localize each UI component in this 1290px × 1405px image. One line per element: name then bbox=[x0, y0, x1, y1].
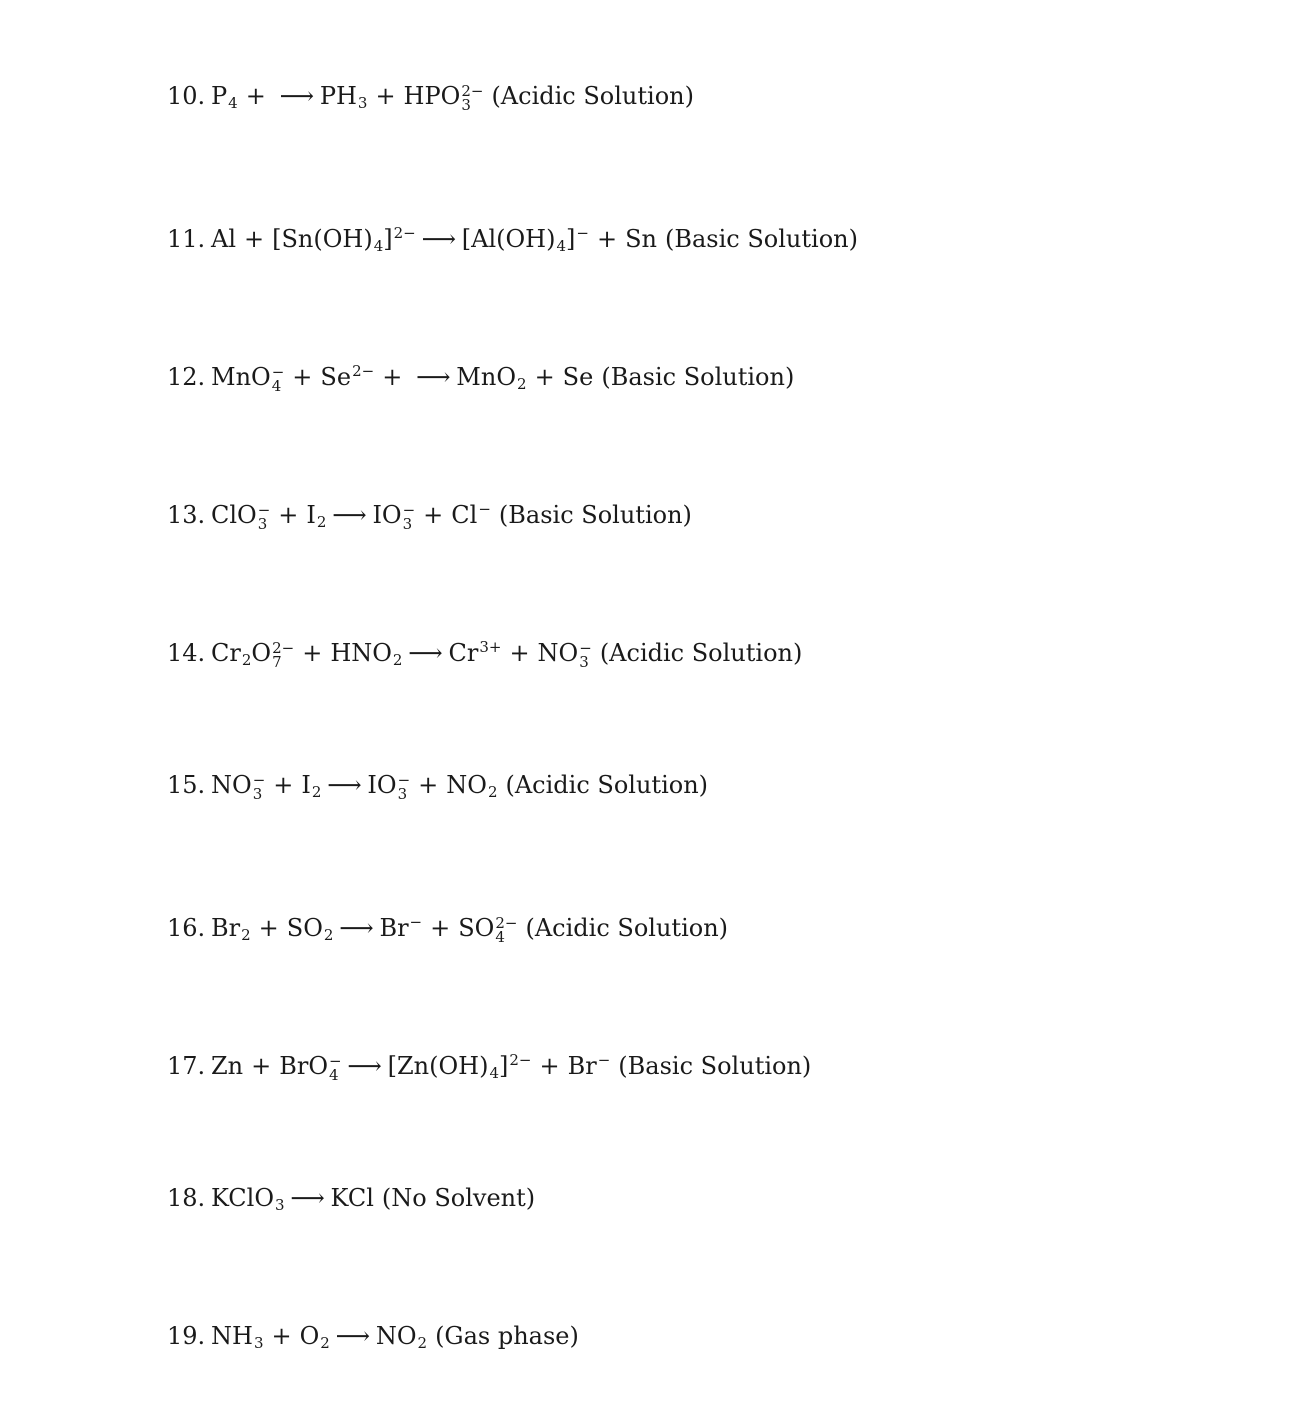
solution-condition: (Basic Solution) bbox=[498, 501, 692, 529]
problem-number: 11. bbox=[167, 225, 206, 253]
species-base: Se bbox=[320, 363, 352, 391]
subscript: 4 bbox=[495, 927, 505, 946]
reaction-arrow: ⟶ bbox=[327, 771, 362, 799]
sub-sup-stack bbox=[402, 500, 416, 533]
equation bbox=[211, 1322, 579, 1350]
species-base: HPO bbox=[403, 82, 461, 110]
species-base: NO bbox=[211, 771, 252, 799]
problem-17 bbox=[167, 1045, 811, 1088]
species-base: NO bbox=[375, 1322, 417, 1350]
problem-14 bbox=[167, 632, 802, 675]
superscript-charge: − bbox=[579, 638, 592, 657]
plus-sign: + bbox=[273, 771, 294, 799]
subscript: 7 bbox=[272, 652, 282, 671]
subscript: 3 bbox=[275, 1196, 285, 1214]
solution-condition: (Acidic Solution) bbox=[525, 914, 729, 942]
solution-condition: (Acidic Solution) bbox=[491, 82, 694, 110]
plus-sign: + bbox=[423, 501, 444, 529]
species-base: [Sn(OH) bbox=[272, 225, 373, 253]
chemical-species bbox=[320, 356, 374, 392]
sub-sup-stack bbox=[257, 500, 271, 533]
reaction-arrow: ⟶ bbox=[339, 914, 374, 942]
equation bbox=[211, 500, 692, 533]
species-base: Br bbox=[211, 914, 241, 942]
chemical-species bbox=[331, 1183, 374, 1213]
chemical-species bbox=[272, 218, 416, 261]
superscript-charge: − bbox=[271, 362, 285, 381]
chemical-species bbox=[388, 1045, 532, 1088]
sub-sup-stack bbox=[271, 362, 285, 395]
problem-19 bbox=[167, 1321, 579, 1358]
solution-condition: (Acidic Solution) bbox=[599, 639, 803, 667]
problem-number: 14. bbox=[167, 639, 206, 667]
subscript: 3 bbox=[461, 95, 471, 114]
solution-condition: (Gas phase) bbox=[435, 1322, 579, 1350]
subscript: 3 bbox=[357, 94, 368, 112]
chemical-species bbox=[279, 1051, 341, 1082]
species-base: P bbox=[211, 82, 228, 110]
chemical-species bbox=[301, 770, 321, 807]
superscript-charge: 3+ bbox=[479, 638, 502, 656]
species-base: NO bbox=[537, 639, 579, 667]
subscript: 2 bbox=[241, 926, 251, 944]
plus-sign: + bbox=[302, 639, 323, 667]
superscript-charge: 2− bbox=[352, 362, 375, 380]
plus-sign: + bbox=[509, 639, 530, 667]
problem-number: 13. bbox=[167, 501, 206, 529]
subscript: 2 bbox=[517, 375, 527, 393]
plus-sign: + bbox=[244, 225, 265, 253]
sub-sup-stack bbox=[579, 638, 592, 671]
superscript-charge: 2− bbox=[461, 81, 484, 100]
superscript-charge: − bbox=[257, 500, 271, 519]
plus-sign: + bbox=[375, 82, 396, 110]
reaction-arrow: ⟶ bbox=[408, 639, 443, 667]
chemical-species bbox=[451, 494, 491, 530]
species-tail: ] bbox=[383, 225, 393, 253]
sub-sup-stack bbox=[252, 770, 266, 803]
plus-sign: + bbox=[278, 501, 299, 529]
reaction-arrow: ⟶ bbox=[421, 225, 456, 253]
reaction-arrow: ⟶ bbox=[416, 363, 451, 391]
chemical-species bbox=[211, 913, 251, 950]
species-base: Al bbox=[211, 225, 237, 253]
equation bbox=[211, 770, 709, 803]
chemical-species bbox=[372, 500, 415, 531]
chemical-species bbox=[211, 638, 294, 675]
species-base: Zn bbox=[211, 1052, 244, 1080]
problem-number: 10. bbox=[167, 82, 206, 110]
species-base: BrO bbox=[279, 1052, 329, 1080]
species-base: KCl bbox=[330, 1184, 374, 1212]
species-tail: ] bbox=[566, 225, 576, 253]
plus-sign: + bbox=[539, 1052, 560, 1080]
species-tail: ] bbox=[499, 1052, 509, 1080]
species-base: IO bbox=[367, 771, 397, 799]
subscript: 2 bbox=[392, 651, 403, 669]
equation bbox=[211, 1184, 535, 1212]
species-base: ClO bbox=[211, 501, 257, 529]
species-base: MnO bbox=[211, 363, 271, 391]
superscript-charge: − bbox=[402, 500, 416, 519]
problem-16 bbox=[167, 907, 728, 950]
chemical-species bbox=[306, 500, 326, 537]
subscript: 2 bbox=[241, 651, 252, 669]
species-base: Cl bbox=[451, 501, 478, 529]
chemical-species bbox=[458, 913, 517, 944]
equation bbox=[211, 81, 694, 114]
problem-11 bbox=[167, 218, 858, 261]
subscript: 4 bbox=[228, 94, 238, 112]
chemical-species bbox=[211, 1321, 263, 1358]
reaction-arrow: ⟶ bbox=[332, 501, 367, 529]
chemical-species bbox=[211, 81, 238, 118]
problem-number: 19. bbox=[167, 1322, 206, 1350]
equation bbox=[211, 1051, 812, 1084]
species-base: Br bbox=[567, 1052, 597, 1080]
reaction-arrow: ⟶ bbox=[279, 82, 315, 110]
species-base: I bbox=[306, 501, 316, 529]
sub-sup-stack bbox=[329, 1051, 342, 1084]
plus-sign: + bbox=[271, 1322, 292, 1350]
solution-condition: (Basic Solution) bbox=[601, 363, 795, 391]
chemical-species bbox=[287, 913, 334, 950]
problem-number: 16. bbox=[167, 914, 206, 942]
subscript: 3 bbox=[252, 784, 263, 803]
subscript: 3 bbox=[579, 652, 589, 671]
superscript-charge: − bbox=[397, 770, 411, 789]
equation bbox=[211, 638, 803, 671]
chemical-species bbox=[300, 1321, 330, 1358]
chemical-species bbox=[211, 500, 270, 531]
chemical-species bbox=[448, 632, 501, 668]
species-base: [Al(OH) bbox=[461, 225, 556, 253]
species-tail: O bbox=[251, 639, 272, 667]
plus-sign: + bbox=[245, 82, 266, 110]
sub-sup-stack bbox=[272, 638, 295, 671]
superscript-charge: 2− bbox=[509, 1051, 532, 1069]
species-base: IO bbox=[372, 501, 402, 529]
superscript-charge: − bbox=[409, 913, 423, 931]
chemical-species bbox=[625, 224, 657, 254]
subscript: 2 bbox=[320, 1334, 330, 1352]
chemical-species bbox=[456, 362, 526, 399]
chemical-species bbox=[446, 770, 497, 807]
plus-sign: + bbox=[258, 914, 279, 942]
subscript: 4 bbox=[329, 1065, 339, 1084]
plus-sign: + bbox=[430, 914, 451, 942]
problem-12 bbox=[167, 356, 794, 399]
problem-13 bbox=[167, 494, 692, 537]
chemical-species bbox=[211, 224, 236, 254]
species-base: Se bbox=[562, 363, 594, 391]
subscript: 2 bbox=[323, 926, 334, 944]
subscript: 3 bbox=[257, 514, 268, 533]
solution-condition: (Acidic Solution) bbox=[505, 771, 709, 799]
solution-condition: (No Solvent) bbox=[381, 1184, 536, 1212]
problem-number: 12. bbox=[167, 363, 206, 391]
subscript: 4 bbox=[373, 237, 384, 255]
chemical-species bbox=[330, 638, 402, 675]
plus-sign: + bbox=[418, 771, 439, 799]
problem-15 bbox=[167, 770, 708, 807]
reaction-arrow: ⟶ bbox=[335, 1322, 371, 1350]
chemical-species bbox=[211, 1051, 243, 1081]
reaction-arrow: ⟶ bbox=[347, 1052, 382, 1080]
superscript-charge: 2− bbox=[393, 224, 416, 242]
superscript-charge: 2− bbox=[495, 913, 518, 932]
problem-10 bbox=[167, 81, 694, 118]
species-base: SO bbox=[286, 914, 323, 942]
species-base: HNO bbox=[330, 639, 392, 667]
subscript: 4 bbox=[489, 1064, 499, 1082]
subscript: 3 bbox=[402, 514, 413, 533]
superscript-charge: − bbox=[597, 1051, 611, 1069]
subscript: 2 bbox=[417, 1334, 428, 1352]
chemical-species bbox=[404, 81, 484, 112]
subscript: 3 bbox=[253, 1334, 264, 1352]
superscript-charge: − bbox=[478, 500, 491, 518]
species-base: Sn bbox=[625, 225, 657, 253]
species-base: Cr bbox=[211, 639, 241, 667]
plus-sign: + bbox=[292, 363, 313, 391]
species-base: Br bbox=[379, 914, 409, 942]
solution-condition: (Basic Solution) bbox=[618, 1052, 812, 1080]
superscript-charge: − bbox=[329, 1051, 342, 1070]
superscript-charge: − bbox=[252, 770, 266, 789]
sub-sup-stack bbox=[495, 913, 518, 946]
species-base: MnO bbox=[456, 363, 517, 391]
species-base: NH bbox=[211, 1322, 253, 1350]
species-base: O bbox=[299, 1322, 320, 1350]
species-base: KClO bbox=[211, 1184, 274, 1212]
species-base: SO bbox=[458, 914, 495, 942]
problem-number: 17. bbox=[167, 1052, 206, 1080]
chemical-species bbox=[211, 770, 265, 801]
plus-sign: + bbox=[534, 363, 555, 391]
chemical-species bbox=[376, 1321, 427, 1358]
chemical-species bbox=[379, 907, 422, 943]
chemical-species bbox=[462, 218, 589, 261]
problem-18 bbox=[167, 1183, 535, 1220]
subscript: 2 bbox=[311, 783, 322, 801]
plus-sign: + bbox=[251, 1052, 272, 1080]
equation bbox=[211, 225, 858, 253]
plus-sign: + bbox=[596, 225, 618, 253]
chemical-species bbox=[568, 1045, 611, 1081]
subscript: 4 bbox=[556, 237, 567, 255]
chemical-species bbox=[538, 638, 592, 669]
species-base: Cr bbox=[448, 639, 479, 667]
subscript: 2 bbox=[316, 513, 327, 531]
chemical-species bbox=[320, 81, 368, 118]
solution-condition: (Basic Solution) bbox=[664, 225, 858, 253]
chemical-species bbox=[367, 770, 410, 801]
chemical-species bbox=[211, 1183, 285, 1220]
chemical-species bbox=[211, 362, 284, 393]
subscript: 4 bbox=[271, 376, 282, 395]
reaction-arrow: ⟶ bbox=[290, 1184, 325, 1212]
species-base: NO bbox=[446, 771, 487, 799]
subscript: 2 bbox=[487, 783, 498, 801]
equation bbox=[211, 362, 795, 395]
chemical-species bbox=[563, 362, 594, 392]
sub-sup-stack bbox=[397, 770, 411, 803]
species-base: PH bbox=[319, 82, 357, 110]
species-base: [Zn(OH) bbox=[387, 1052, 489, 1080]
superscript-charge: − bbox=[576, 224, 589, 242]
subscript: 3 bbox=[397, 784, 408, 803]
superscript-charge: 2− bbox=[272, 638, 295, 657]
species-base: I bbox=[301, 771, 311, 799]
problem-number: 18. bbox=[167, 1184, 206, 1212]
equation bbox=[211, 913, 729, 946]
problem-number: 15. bbox=[167, 771, 206, 799]
plus-sign: + bbox=[382, 363, 403, 391]
sub-sup-stack bbox=[461, 81, 484, 114]
